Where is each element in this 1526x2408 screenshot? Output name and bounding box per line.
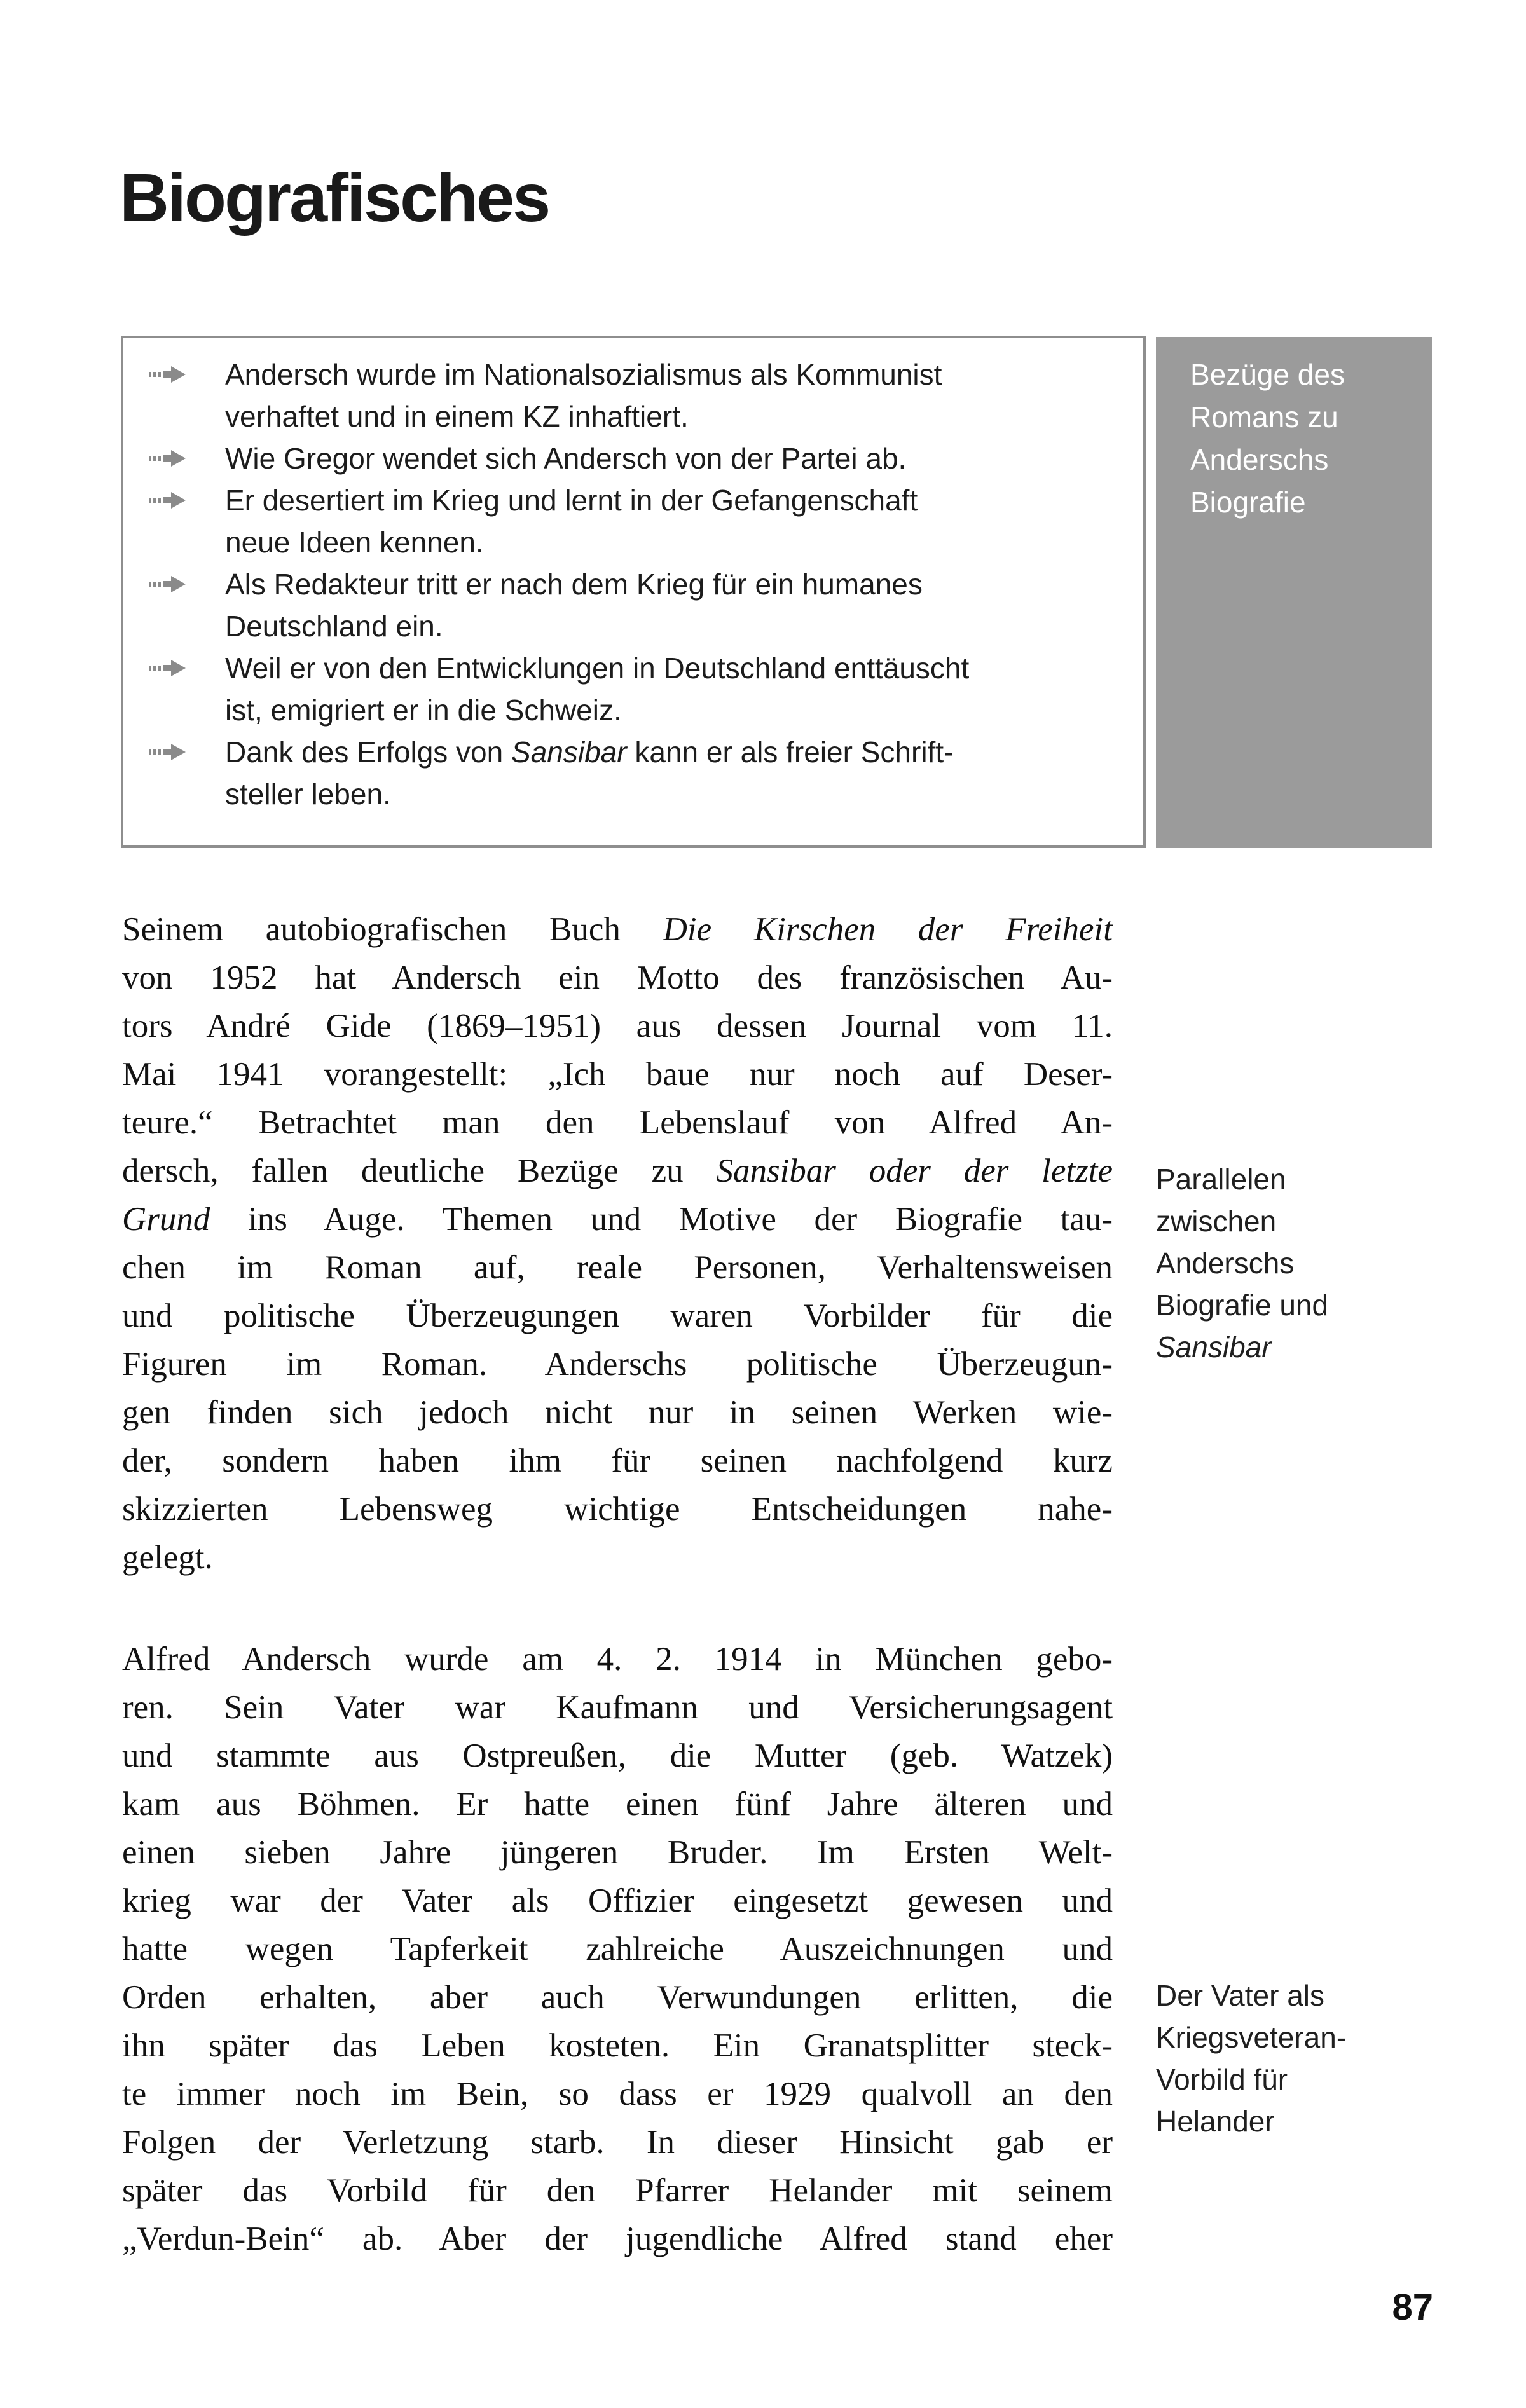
text-line: Anderschs (1156, 1247, 1295, 1280)
text-line: einen sieben Jahre jüngeren Bruder. Im Ersten Welt- (122, 1834, 1113, 1871)
arrow-bullet-icon (123, 353, 225, 386)
text-line: verhaftet und in einem KZ inhaftiert. (225, 400, 689, 433)
text-line: zwischen (1156, 1205, 1277, 1238)
text-line: Helander (1156, 2105, 1275, 2138)
text-line: Sansibar (1156, 1331, 1272, 1364)
text-line: te immer noch im Bein, so dass er 1929 qualvoll an den (122, 2076, 1113, 2112)
text-line: kam aus Böhmen. Er hatte einen fünf Jahre älteren und (122, 1786, 1113, 1823)
text-line: Biografie und (1156, 1289, 1329, 1322)
text-line: krieg war der Vater als Offizier eingesetzt gewesen und (122, 1882, 1113, 1919)
summary-item (123, 437, 1143, 479)
text-line: Wie Gregor wendet sich Andersch von der Partei ab. (225, 442, 907, 475)
text-line: Der Vater als (1156, 1979, 1325, 2012)
sidebar-label (1156, 337, 1432, 848)
text-line: Andersch wurde im Nationalsozialismus als Kommunist (225, 358, 942, 391)
summary-item-text (225, 563, 1143, 647)
summary-item (123, 353, 1143, 437)
text-line: ren. Sein Vater war Kaufmann und Versicherungsagent (122, 1689, 1113, 1726)
summary-item-text (225, 731, 1143, 815)
text-line: von 1952 hat Andersch ein Motto des französischen Au- (122, 959, 1113, 996)
summary-item (123, 479, 1143, 563)
text-line: „Verdun-Bein“ ab. Aber der jugendliche Alfred stand eher (122, 2220, 1113, 2257)
text-line: teure.“ Betrachtet man den Lebenslauf von Alfred An- (122, 1104, 1113, 1141)
arrow-bullet-icon (123, 647, 225, 680)
text-line: Mai 1941 vorangestellt: „Ich baue nur noch auf Deser- (122, 1056, 1113, 1093)
text-line: steller leben. (225, 777, 391, 811)
text-line: Alfred Andersch wurde am 4. 2. 1914 in München gebo- (122, 1641, 1113, 1678)
body-paragraph-2 (122, 1635, 1113, 2263)
text-line: Dank des Erfolgs von Sansibar kann er als freier Schrift- (225, 735, 954, 769)
text-line: später das Vorbild für den Pfarrer Helander mit seinem (122, 2172, 1113, 2209)
text-line: Figuren im Roman. Anderschs politische Überzeugun- (122, 1346, 1113, 1383)
text-line: Parallelen (1156, 1163, 1286, 1196)
text-line: Grund ins Auge. Themen und Motive der Biografie tau- (122, 1201, 1113, 1238)
text-line: Orden erhalten, aber auch Verwundungen erlitten, die (122, 1979, 1113, 2016)
page-title: Biografisches (120, 159, 549, 236)
text-line: Als Redakteur tritt er nach dem Krieg für ein humanes (225, 568, 923, 601)
text-line: neue Ideen kennen. (225, 526, 484, 559)
arrow-bullet-icon (123, 563, 225, 596)
text-line: Vorbild für (1156, 2063, 1288, 2096)
text-line: Kriegsveteran- (1156, 2021, 1347, 2054)
arrow-bullet-icon (123, 479, 225, 512)
summary-box (121, 336, 1146, 848)
text-line: skizzierten Lebensweg wichtige Entscheidungen nahe- (122, 1491, 1113, 1528)
text-line: Folgen der Verletzung starb. In dieser Hinsicht gab er (122, 2124, 1113, 2161)
summary-item (123, 563, 1143, 647)
text-line: Biografie (1190, 486, 1306, 519)
text-line: gelegt. (122, 1539, 213, 1576)
summary-item-text (225, 647, 1143, 731)
body-paragraph-1 (122, 905, 1113, 1582)
text-line: hatte wegen Tapferkeit zahlreiche Auszeichnungen und (122, 1931, 1113, 1967)
summary-item-text (225, 479, 1143, 563)
text-line: dersch, fallen deutliche Bezüge zu Sansibar oder der letzte (122, 1153, 1113, 1189)
summary-item (123, 731, 1143, 815)
text-line: Seinem autobiografischen Buch Die Kirschen der Freiheit (122, 911, 1113, 948)
text-line: chen im Roman auf, reale Personen, Verhaltensweisen (122, 1249, 1113, 1286)
page-number: 87 (1392, 2287, 1433, 2328)
text-line: gen finden sich jedoch nicht nur in seinen Werken wie- (122, 1394, 1113, 1431)
text-line: und politische Überzeugungen waren Vorbilder für die (122, 1297, 1113, 1334)
text-line: Romans zu (1190, 400, 1338, 434)
summary-item-text (225, 353, 1143, 437)
text-line: Weil er von den Entwicklungen in Deutschland enttäuscht (225, 652, 970, 685)
text-line: Bezüge des (1190, 358, 1345, 391)
text-line: ihn später das Leben kosteten. Ein Granatsplitter steck- (122, 2027, 1113, 2064)
arrow-bullet-icon (123, 731, 225, 763)
text-line: tors André Gide (1869–1951) aus dessen Journal vom 11. (122, 1008, 1113, 1044)
text-line: und stammte aus Ostpreußen, die Mutter (geb. Watzek) (122, 1737, 1113, 1774)
text-line: ist, emigriert er in die Schweiz. (225, 694, 622, 727)
summary-item (123, 647, 1143, 731)
text-line: Deutschland ein. (225, 610, 443, 643)
text-line: Anderschs (1190, 443, 1329, 476)
summary-item-text (225, 437, 1143, 479)
text-line: der, sondern haben ihm für seinen nachfolgend kurz (122, 1442, 1113, 1479)
margin-note-2 (1156, 1974, 1438, 2142)
text-line: Er desertiert im Krieg und lernt in der Gefangenschaft (225, 484, 918, 517)
arrow-bullet-icon (123, 437, 225, 470)
margin-note-1 (1156, 1158, 1438, 1368)
